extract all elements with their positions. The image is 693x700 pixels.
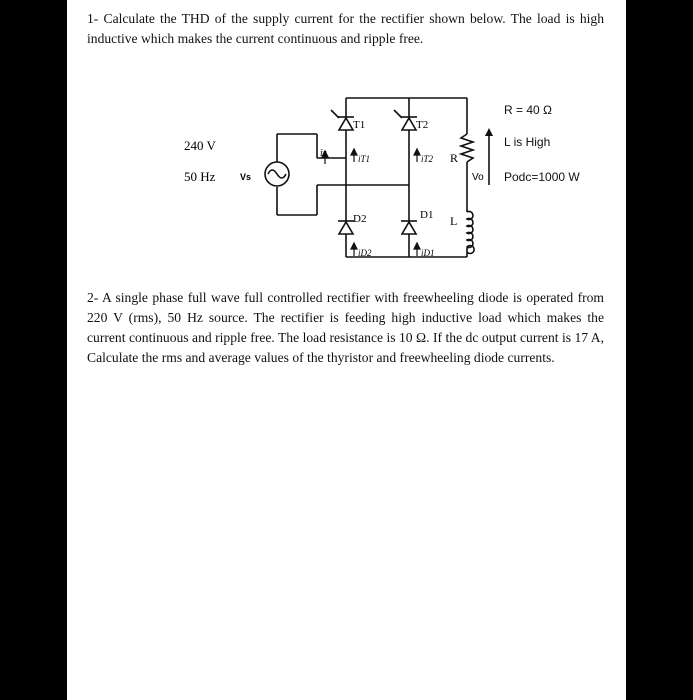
t1-label: T1	[353, 119, 366, 131]
t2-label: T2	[416, 119, 429, 131]
d1-label: D1	[420, 209, 434, 221]
id2-label: iD2	[358, 248, 372, 258]
question-2-text: 2- A single phase full wave full controlled rectifier with freewheeling diode is operated from 220 V (rms), 50 Hz source. The rectifier is feeding high inductive load which makes the current continuous and ripple free. The load resistance is 10 Ω. If the dc output current is 17 A, Calculate the rms and average values of the thyristor and freewheeling diode currents.	[87, 290, 604, 365]
voltage-label: 240 V	[184, 138, 216, 153]
circuit-svg	[67, 90, 626, 280]
id1-label: iD1	[421, 248, 435, 258]
vo-label: Vo	[472, 172, 484, 183]
diode-d2-symbol	[338, 221, 354, 234]
inductance-param: L is High	[504, 135, 551, 149]
thyristor-t2-symbol	[394, 110, 417, 130]
it1-label: iT1	[358, 154, 371, 164]
document-page	[67, 0, 626, 700]
power-param: Podc=1000 W	[504, 170, 580, 184]
diode-d1-symbol	[401, 221, 417, 234]
vs-label: Vs	[240, 172, 252, 182]
d2-label: D2	[353, 213, 367, 225]
is-label: is	[320, 148, 327, 159]
question-1-text: 1- Calculate the THD of the supply current for the rectifier shown below. The load is high inductive which makes the current continuous and ripple free.	[87, 11, 604, 46]
rectifier-circuit-diagram	[67, 90, 626, 280]
it2-label: iT2	[421, 154, 434, 164]
resistor-label: R	[450, 151, 459, 165]
frequency-label: 50 Hz	[184, 169, 216, 184]
thyristor-t1-symbol	[331, 110, 354, 130]
resistance-param: R = 40 Ω	[504, 103, 552, 117]
inductor-label: L	[450, 214, 458, 228]
